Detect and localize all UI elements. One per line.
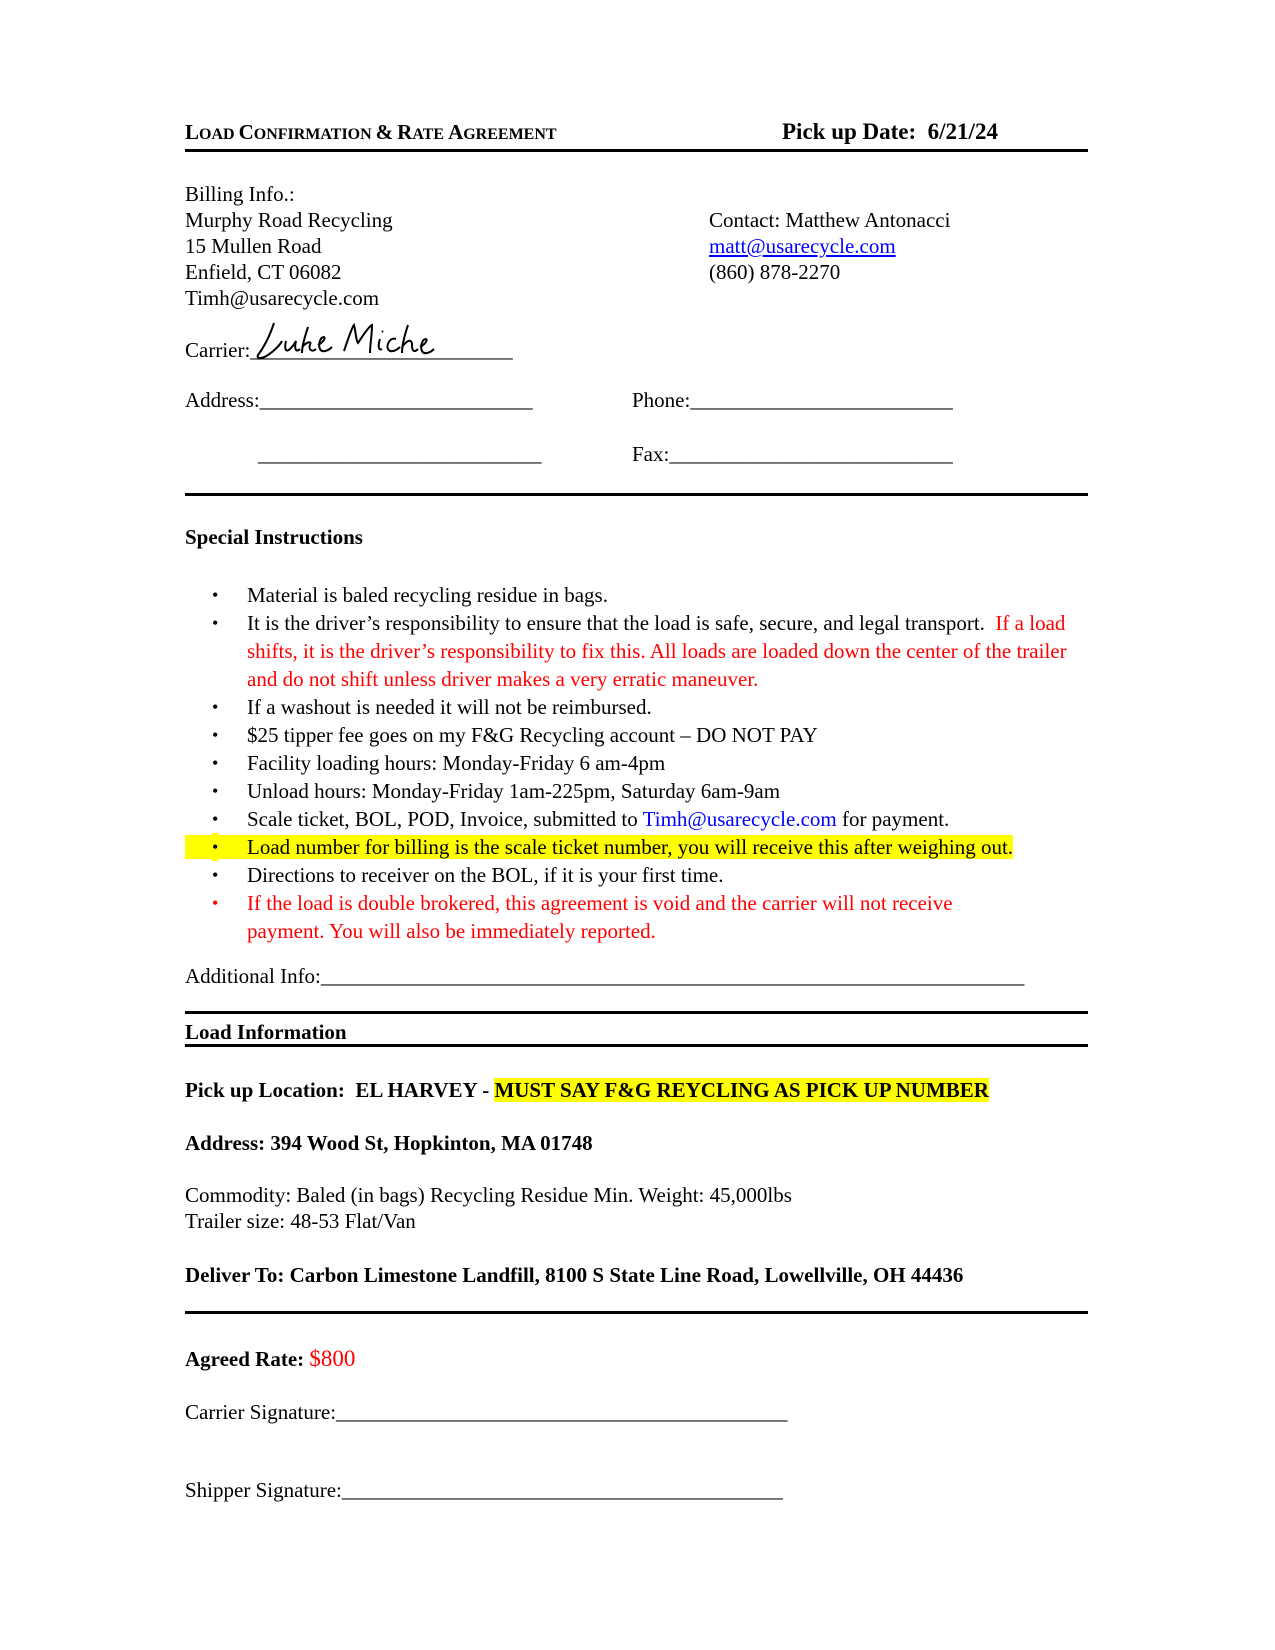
carrier-label: Carrier: <box>185 338 251 362</box>
billing-city: Enfield, CT 06082 <box>185 260 342 284</box>
fax-label: Fax: <box>632 442 670 466</box>
contact-name: Contact: Matthew Antonacci <box>709 208 951 232</box>
list-item: • Directions to receiver on the BOL, if it is your first time. <box>212 863 724 887</box>
section-rule <box>185 1011 1088 1014</box>
fax-blank: ___________________________ <box>669 442 953 466</box>
bullet-icon: • <box>212 893 219 913</box>
shipper-signature-field[interactable] <box>185 1477 783 1503</box>
bullet-icon: • <box>212 613 219 633</box>
list-item: • If the load is double brokered, this agreement is void and the carrier will not receive payment. You will also be immediately reported. <box>212 891 953 943</box>
phone-blank: _________________________ <box>690 388 953 412</box>
agreed-rate-label: Agreed Rate: <box>185 1347 305 1371</box>
pickup-address: Address: 394 Wood St, Hopkinton, MA 01748 <box>185 1131 593 1155</box>
carrier-signature-label: Carrier Signature: <box>185 1400 337 1424</box>
section-rule <box>185 493 1088 496</box>
address-blank: __________________________ <box>259 388 533 412</box>
bullet-icon: • <box>212 697 219 717</box>
bullet-icon: • <box>212 833 218 861</box>
header-rule <box>185 149 1088 152</box>
agreed-rate <box>185 1346 355 1372</box>
bullet-icon: • <box>212 753 219 773</box>
carrier-address-field[interactable] <box>185 387 533 413</box>
contact-email-link[interactable]: matt@usarecycle.com <box>709 234 896 258</box>
pickup-date <box>782 118 998 146</box>
pickup-number-note: MUST SAY F&G REYCLING AS PICK UP NUMBER <box>494 1078 989 1102</box>
load-information-heading: Load Information <box>185 1020 347 1044</box>
billing-company: Murphy Road Recycling <box>185 208 393 232</box>
carrier-blank: _________________________ <box>250 338 513 362</box>
list-item: • If a washout is needed it will not be reimbursed. <box>212 695 652 719</box>
additional-info-label: Additional Info: <box>185 964 321 988</box>
list-item: • It is the driver’s responsibility to ensure that the load is safe, secure, and legal transport. If a load shifts, it is the driver’s responsibility to fix this. All loads are loaded down the center of the trailer and do not shift unless driver makes a very erratic maneuver. <box>212 611 1067 691</box>
billing-label: Billing Info.: <box>185 182 295 206</box>
carrier-signature-blank: ___________________________________________ <box>336 1400 788 1424</box>
pickup-location <box>185 1077 989 1103</box>
bullet-icon: • <box>212 809 219 829</box>
carrier-address-line2-field[interactable]: ___________________________ <box>258 442 542 466</box>
trailer-size: Trailer size: 48-53 Flat/Van <box>185 1209 416 1233</box>
phone-label: Phone: <box>632 388 691 412</box>
additional-info-blank: ___________________________________________________________________ <box>320 964 1025 988</box>
carrier-fax-field[interactable] <box>632 441 953 467</box>
special-instructions-heading: Special Instructions <box>185 525 363 549</box>
special-instructions-list <box>185 581 1085 945</box>
list-item-highlighted: • Load number for billing is the scale ticket number, you will receive this after weighing out. <box>185 833 1085 861</box>
carrier-handwritten-signature <box>252 315 437 363</box>
additional-info-field[interactable] <box>185 963 1024 989</box>
address-label: Address: <box>185 388 260 412</box>
carrier-signature-field[interactable] <box>185 1399 788 1425</box>
shipper-signature-blank: __________________________________________ <box>341 1478 783 1502</box>
list-item: • $25 tipper fee goes on my F&G Recycling account – DO NOT PAY <box>212 723 818 747</box>
pickup-date-label: Pick up Date: <box>782 119 917 144</box>
billing-email-link[interactable]: Timh@usarecycle.com <box>642 807 837 831</box>
bullet-icon: • <box>212 725 219 745</box>
carrier-phone-field[interactable] <box>632 387 953 413</box>
billing-street: 15 Mullen Road <box>185 234 322 258</box>
pickup-location-label: Pick up Location: EL HARVEY - <box>185 1078 495 1102</box>
billing-email: Timh@usarecycle.com <box>185 286 380 310</box>
section-rule <box>185 1044 1088 1047</box>
pickup-date-value: 6/21/24 <box>927 119 998 144</box>
list-item: • Facility loading hours: Monday-Friday 6 am-4pm <box>212 751 666 775</box>
deliver-to: Deliver To: Carbon Limestone Landfill, 8100 S State Line Road, Lowellville, OH 44436 <box>185 1263 964 1287</box>
contact-phone: (860) 878-2270 <box>709 260 841 284</box>
bullet-icon: • <box>212 585 219 605</box>
list-item: • Unload hours: Monday-Friday 1am-225pm, Saturday 6am-9am <box>212 779 781 803</box>
shipper-signature-label: Shipper Signature: <box>185 1478 342 1502</box>
section-rule <box>185 1311 1088 1314</box>
bullet-icon: • <box>212 865 219 885</box>
document-title: LOAD CONFIRMATION & RATE AGREEMENT <box>185 120 557 144</box>
agreed-rate-value: $800 <box>309 1346 356 1371</box>
list-item: • Scale ticket, BOL, POD, Invoice, submitted to Timh@usarecycle.com for payment. <box>212 807 950 831</box>
list-item: • Material is baled recycling residue in bags. <box>212 583 608 607</box>
bullet-icon: • <box>212 781 219 801</box>
commodity: Commodity: Baled (in bags) Recycling Residue Min. Weight: 45,000lbs <box>185 1183 792 1207</box>
